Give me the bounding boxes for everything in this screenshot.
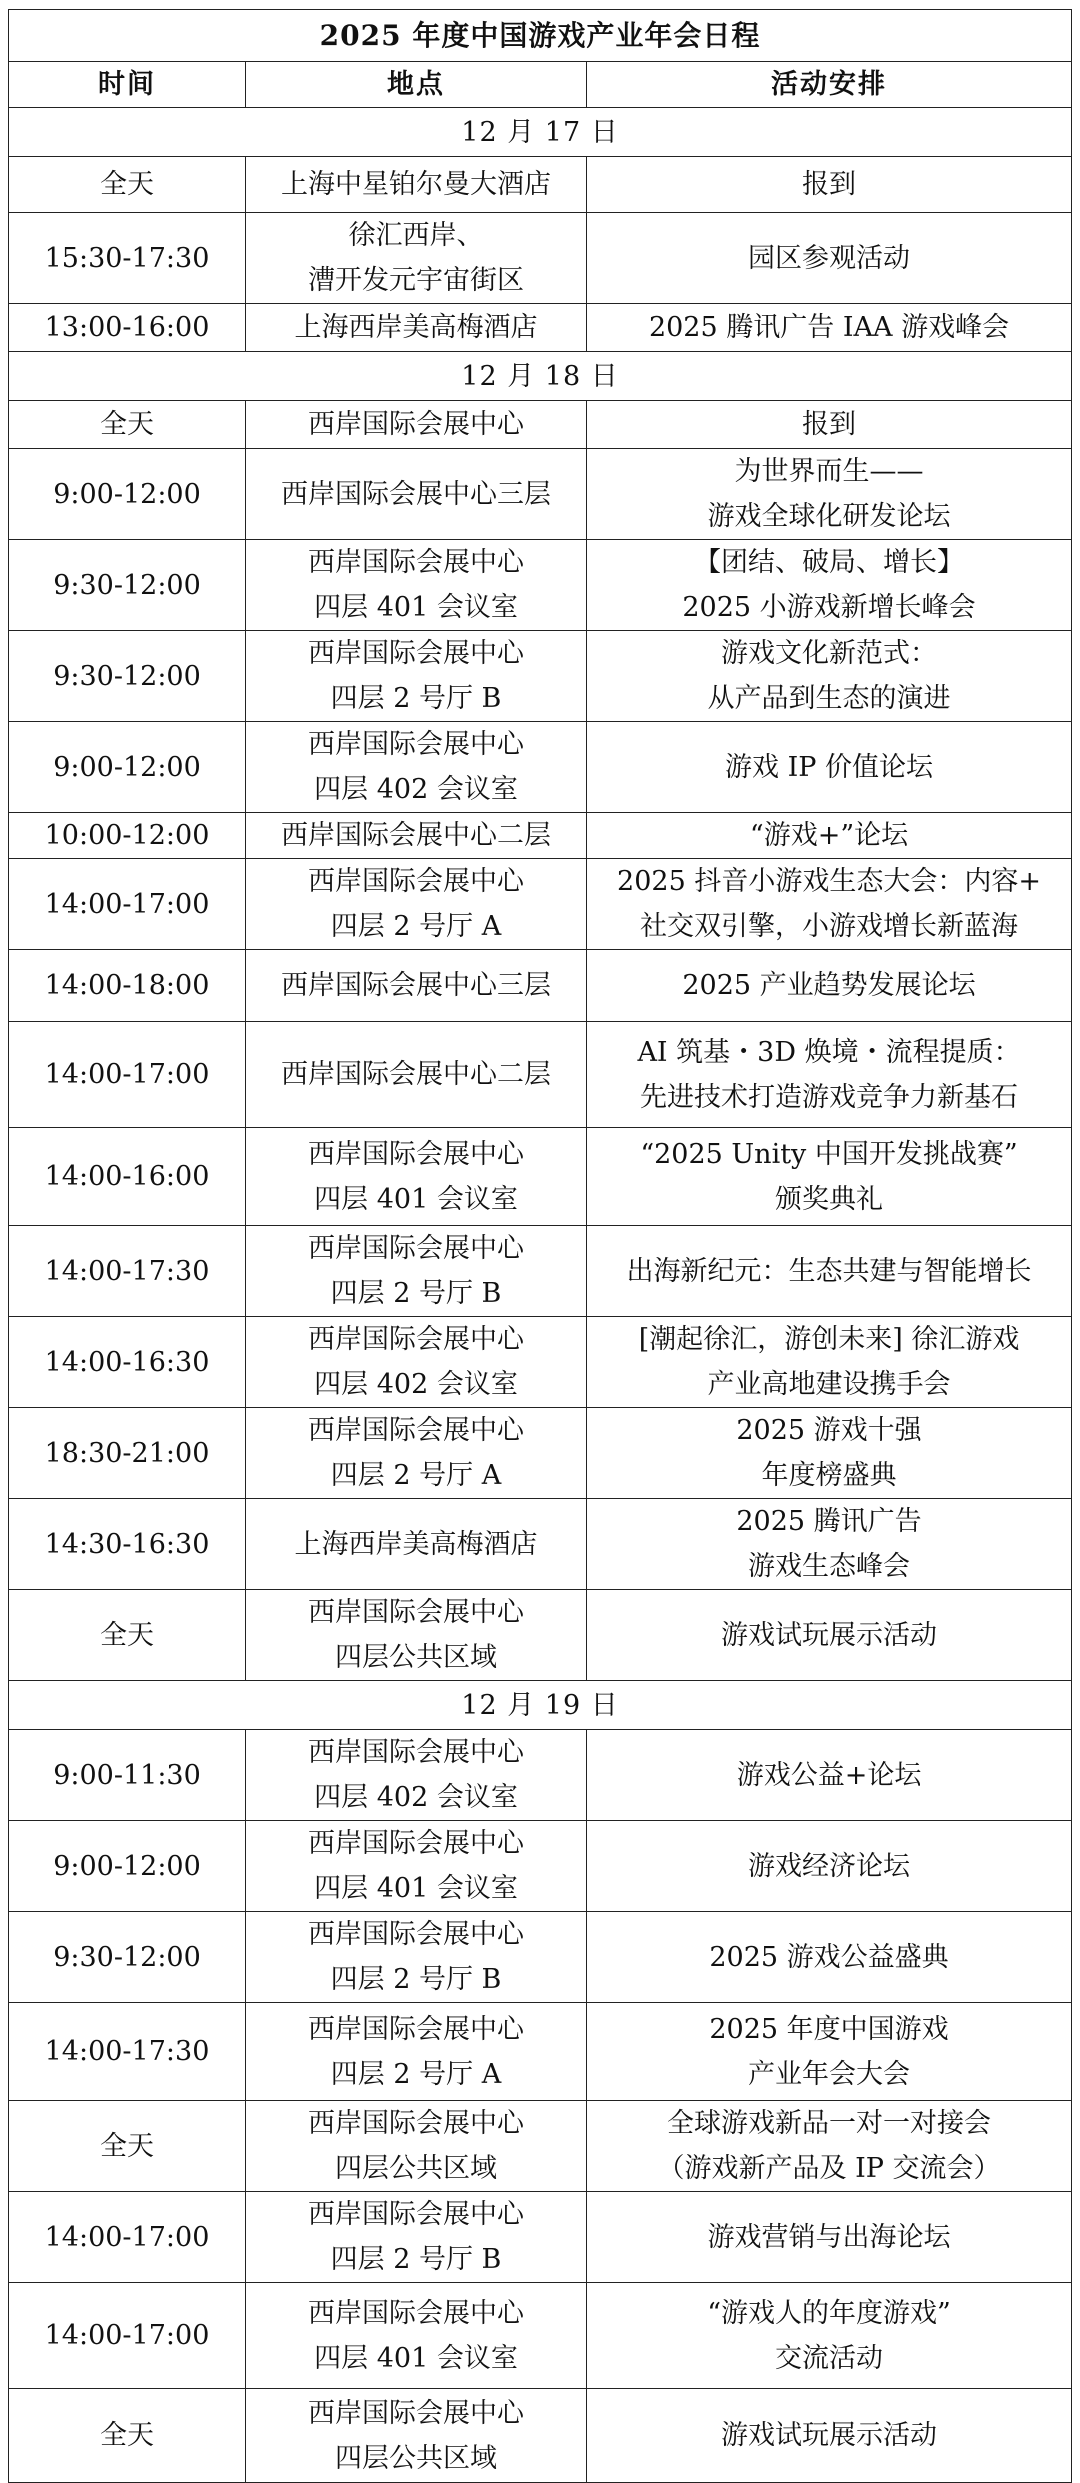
event-line: 社交双引擎，小游戏增长新蓝海 xyxy=(640,911,1019,942)
place-line: 西岸国际会展中心三层 xyxy=(281,478,551,510)
place-cell xyxy=(246,2389,587,2483)
place-cell xyxy=(246,950,587,1022)
event-cell xyxy=(587,1022,1072,1128)
event-line: 游戏全球化研发论坛 xyxy=(707,501,951,532)
event-cell xyxy=(587,2283,1072,2389)
event-cell xyxy=(587,2003,1072,2101)
event-line: 全球游戏新品一对一对接会 xyxy=(667,2108,992,2139)
time-cell: 14:00-18:00 xyxy=(9,950,246,1022)
table-row xyxy=(9,859,1072,950)
event-line: 园区参观活动 xyxy=(748,242,911,274)
place-cell xyxy=(246,540,587,631)
event-cell xyxy=(587,859,1072,950)
event-line: 2025 抖音小游戏生态大会：内容+ xyxy=(617,866,1041,897)
event-line: 2025 腾讯广告 xyxy=(736,1506,922,1537)
place-line: 四层 2 号厅 B xyxy=(330,2244,502,2275)
table-row xyxy=(9,1317,1072,1408)
time-cell: 全天 xyxy=(9,157,246,213)
place-cell xyxy=(246,1128,587,1226)
place-cell xyxy=(246,1022,587,1128)
time-cell: 9:30-12:00 xyxy=(9,1912,246,2003)
place-cell xyxy=(246,1821,587,1912)
event-cell xyxy=(587,1590,1072,1681)
table-row xyxy=(9,1730,1072,1821)
place-cell xyxy=(246,1317,587,1408)
table-row xyxy=(9,1226,1072,1317)
place-line: 西岸国际会展中心 xyxy=(308,1324,524,1355)
header-time: 时间 xyxy=(9,62,246,108)
title-row xyxy=(9,10,1072,62)
schedule-body xyxy=(9,108,1072,2483)
place-line: 西岸国际会展中心 xyxy=(308,638,524,669)
event-line: “2025 Unity 中国开发挑战赛” xyxy=(640,1138,1018,1170)
place-line: 西岸国际会展中心 xyxy=(308,1138,524,1170)
event-cell xyxy=(587,1499,1072,1590)
event-line: 2025 小游戏新增长峰会 xyxy=(682,592,976,623)
place-cell xyxy=(246,1226,587,1317)
place-cell xyxy=(246,1590,587,1681)
place-line: 漕开发元宇宙街区 xyxy=(308,265,524,296)
event-cell xyxy=(587,950,1072,1022)
time-cell: 全天 xyxy=(9,1590,246,1681)
event-line: 年度榜盛典 xyxy=(761,1460,897,1491)
event-line: 游戏文化新范式： xyxy=(721,638,938,669)
time-cell: 18:30-21:00 xyxy=(9,1408,246,1499)
event-line: “游戏人的年度游戏” xyxy=(707,2297,951,2329)
event-line: 出海新纪元：生态共建与智能增长 xyxy=(626,1255,1032,1287)
event-cell xyxy=(587,1821,1072,1912)
table-row xyxy=(9,1590,1072,1681)
table-row xyxy=(9,722,1072,813)
page-title: 2025 年度中国游戏产业年会日程 xyxy=(9,10,1072,62)
place-line: 西岸国际会展中心 xyxy=(308,2013,524,2045)
table-row xyxy=(9,2003,1072,2101)
place-line: 西岸国际会展中心 xyxy=(308,547,524,578)
time-cell: 14:00-17:30 xyxy=(9,1226,246,1317)
time-cell: 9:00-11:30 xyxy=(9,1730,246,1821)
event-line: 游戏试玩展示活动 xyxy=(721,1619,938,1651)
place-line: 四层 402 会议室 xyxy=(314,774,518,805)
place-line: 上海西岸美高梅酒店 xyxy=(294,1528,538,1560)
time-cell: 9:00-12:00 xyxy=(9,449,246,540)
place-cell xyxy=(246,2003,587,2101)
place-cell xyxy=(246,304,587,352)
place-line: 西岸国际会展中心二层 xyxy=(281,1059,551,1090)
table-row xyxy=(9,1821,1072,1912)
place-cell xyxy=(246,1730,587,1821)
table-row xyxy=(9,631,1072,722)
time-cell: 14:30-16:30 xyxy=(9,1499,246,1590)
event-cell xyxy=(587,2192,1072,2283)
date-heading: 12 月 19 日 xyxy=(9,1681,1072,1730)
event-line: 游戏经济论坛 xyxy=(748,1850,911,1882)
header-event: 活动安排 xyxy=(587,62,1072,108)
place-line: 西岸国际会展中心 xyxy=(308,2397,524,2429)
event-cell xyxy=(587,813,1072,859)
date-heading: 12 月 17 日 xyxy=(9,108,1072,157)
place-cell xyxy=(246,813,587,859)
place-line: 西岸国际会展中心二层 xyxy=(281,820,551,851)
time-cell: 14:00-17:00 xyxy=(9,1022,246,1128)
place-line: 四层 401 会议室 xyxy=(314,2342,518,2374)
place-line: 四层 2 号厅 A xyxy=(330,2058,502,2090)
table-row xyxy=(9,1408,1072,1499)
place-line: 西岸国际会展中心 xyxy=(308,409,524,440)
place-line: 四层 401 会议室 xyxy=(314,1183,518,1215)
event-cell xyxy=(587,631,1072,722)
event-line: 2025 游戏十强 xyxy=(736,1415,922,1446)
table-row xyxy=(9,449,1072,540)
place-line: 徐汇西岸、 xyxy=(348,220,484,251)
place-line: 西岸国际会展中心 xyxy=(308,2108,524,2139)
place-line: 上海中星铂尔曼大酒店 xyxy=(281,169,551,200)
place-line: 四层公共区域 xyxy=(335,2153,497,2184)
place-cell xyxy=(246,1912,587,2003)
schedule-table xyxy=(8,9,1072,2483)
header-row xyxy=(9,62,1072,108)
event-line: [潮起徐汇，游创未来] 徐汇游戏 xyxy=(638,1324,1020,1355)
event-line: 产业年会大会 xyxy=(748,2058,911,2090)
event-line: 产业高地建设携手会 xyxy=(707,1369,951,1400)
table-row xyxy=(9,1912,1072,2003)
table-row xyxy=(9,1022,1072,1128)
time-cell: 全天 xyxy=(9,2101,246,2192)
event-line: 交流活动 xyxy=(775,2342,884,2374)
place-line: 西岸国际会展中心 xyxy=(308,1597,524,1628)
place-line: 西岸国际会展中心 xyxy=(308,1233,524,1264)
date-row xyxy=(9,1681,1072,1730)
table-row xyxy=(9,2389,1072,2483)
table-row xyxy=(9,304,1072,352)
event-line: 游戏营销与出海论坛 xyxy=(707,2221,951,2253)
time-cell: 14:00-16:00 xyxy=(9,1128,246,1226)
time-cell: 10:00-12:00 xyxy=(9,813,246,859)
time-cell: 全天 xyxy=(9,2389,246,2483)
event-cell xyxy=(587,2101,1072,2192)
place-cell xyxy=(246,157,587,213)
event-line: 2025 产业趋势发展论坛 xyxy=(682,970,976,1001)
place-line: 四层 2 号厅 B xyxy=(330,683,502,714)
event-line: 2025 腾讯广告 IAA 游戏峰会 xyxy=(648,312,1010,343)
event-line: 【团结、破局、增长】 xyxy=(694,547,965,578)
place-cell xyxy=(246,2101,587,2192)
table-row xyxy=(9,950,1072,1022)
event-cell xyxy=(587,401,1072,449)
place-line: 四层公共区域 xyxy=(335,1642,497,1673)
place-cell xyxy=(246,722,587,813)
place-cell xyxy=(246,213,587,304)
event-cell xyxy=(587,1128,1072,1226)
header-place: 地点 xyxy=(246,62,587,108)
table-row xyxy=(9,540,1072,631)
event-line: 游戏生态峰会 xyxy=(748,1551,911,1582)
time-cell: 14:00-16:30 xyxy=(9,1317,246,1408)
time-cell: 14:00-17:00 xyxy=(9,2192,246,2283)
place-line: 四层 402 会议室 xyxy=(314,1369,518,1400)
event-line: 游戏 IP 价值论坛 xyxy=(725,751,934,783)
date-heading: 12 月 18 日 xyxy=(9,352,1072,401)
time-cell: 15:30-17:30 xyxy=(9,213,246,304)
table-row xyxy=(9,2283,1072,2389)
table-row xyxy=(9,1128,1072,1226)
time-cell: 14:00-17:00 xyxy=(9,859,246,950)
place-cell xyxy=(246,859,587,950)
event-line: AI 筑基・3D 焕境・流程提质： xyxy=(637,1036,1021,1068)
place-line: 四层公共区域 xyxy=(335,2442,497,2474)
place-line: 西岸国际会展中心 xyxy=(308,1737,524,1768)
event-line: 游戏试玩展示活动 xyxy=(721,2420,938,2451)
place-line: 西岸国际会展中心 xyxy=(308,729,524,760)
event-line: 报到 xyxy=(802,169,857,200)
time-cell: 9:00-12:00 xyxy=(9,1821,246,1912)
table-row xyxy=(9,813,1072,859)
table-row xyxy=(9,213,1072,304)
time-cell: 全天 xyxy=(9,401,246,449)
event-line: （游戏新产品及 IP 交流会） xyxy=(657,2153,1001,2184)
time-cell: 13:00-16:00 xyxy=(9,304,246,352)
place-line: 四层 2 号厅 A xyxy=(330,911,502,942)
event-cell xyxy=(587,1408,1072,1499)
table-row xyxy=(9,401,1072,449)
place-line: 西岸国际会展中心 xyxy=(308,866,524,897)
place-line: 四层 2 号厅 A xyxy=(330,1460,502,1491)
place-cell xyxy=(246,2283,587,2389)
place-line: 西岸国际会展中心三层 xyxy=(281,970,551,1001)
event-line: “游戏+”论坛 xyxy=(749,820,909,851)
event-cell xyxy=(587,1912,1072,2003)
place-cell xyxy=(246,1499,587,1590)
event-cell xyxy=(587,449,1072,540)
event-cell xyxy=(587,213,1072,304)
event-cell xyxy=(587,1317,1072,1408)
event-line: 游戏公益+论坛 xyxy=(736,1759,922,1791)
event-cell xyxy=(587,304,1072,352)
event-cell xyxy=(587,1226,1072,1317)
place-line: 上海西岸美高梅酒店 xyxy=(294,312,538,343)
table-row xyxy=(9,2192,1072,2283)
place-cell xyxy=(246,2192,587,2283)
place-line: 四层 401 会议室 xyxy=(314,1873,518,1904)
event-line: 先进技术打造游戏竞争力新基石 xyxy=(640,1081,1019,1113)
event-line: 报到 xyxy=(802,409,857,440)
time-cell: 9:00-12:00 xyxy=(9,722,246,813)
place-line: 西岸国际会展中心 xyxy=(308,2199,524,2230)
date-row xyxy=(9,108,1072,157)
place-line: 西岸国际会展中心 xyxy=(308,1919,524,1950)
place-line: 四层 2 号厅 B xyxy=(330,1278,502,1309)
event-cell xyxy=(587,1730,1072,1821)
place-line: 西岸国际会展中心 xyxy=(308,2297,524,2329)
event-cell xyxy=(587,157,1072,213)
place-line: 西岸国际会展中心 xyxy=(308,1415,524,1446)
place-line: 四层 402 会议室 xyxy=(314,1782,518,1813)
time-cell: 9:30-12:00 xyxy=(9,540,246,631)
event-line: 为世界而生—— xyxy=(734,456,924,487)
table-row xyxy=(9,157,1072,213)
event-cell xyxy=(587,540,1072,631)
date-row xyxy=(9,352,1072,401)
event-line: 从产品到生态的演进 xyxy=(707,683,951,714)
time-cell: 14:00-17:00 xyxy=(9,2283,246,2389)
table-row xyxy=(9,2101,1072,2192)
time-cell: 14:00-17:30 xyxy=(9,2003,246,2101)
place-cell xyxy=(246,631,587,722)
time-cell: 9:30-12:00 xyxy=(9,631,246,722)
place-line: 四层 2 号厅 B xyxy=(330,1964,502,1995)
place-cell xyxy=(246,449,587,540)
event-line: 2025 年度中国游戏 xyxy=(709,2013,949,2045)
event-cell xyxy=(587,2389,1072,2483)
place-cell xyxy=(246,1408,587,1499)
event-line: 颁奖典礼 xyxy=(775,1183,884,1215)
event-line: 2025 游戏公益盛典 xyxy=(709,1941,949,1973)
place-line: 西岸国际会展中心 xyxy=(308,1828,524,1859)
place-line: 四层 401 会议室 xyxy=(314,592,518,623)
table-row xyxy=(9,1499,1072,1590)
place-cell xyxy=(246,401,587,449)
event-cell xyxy=(587,722,1072,813)
